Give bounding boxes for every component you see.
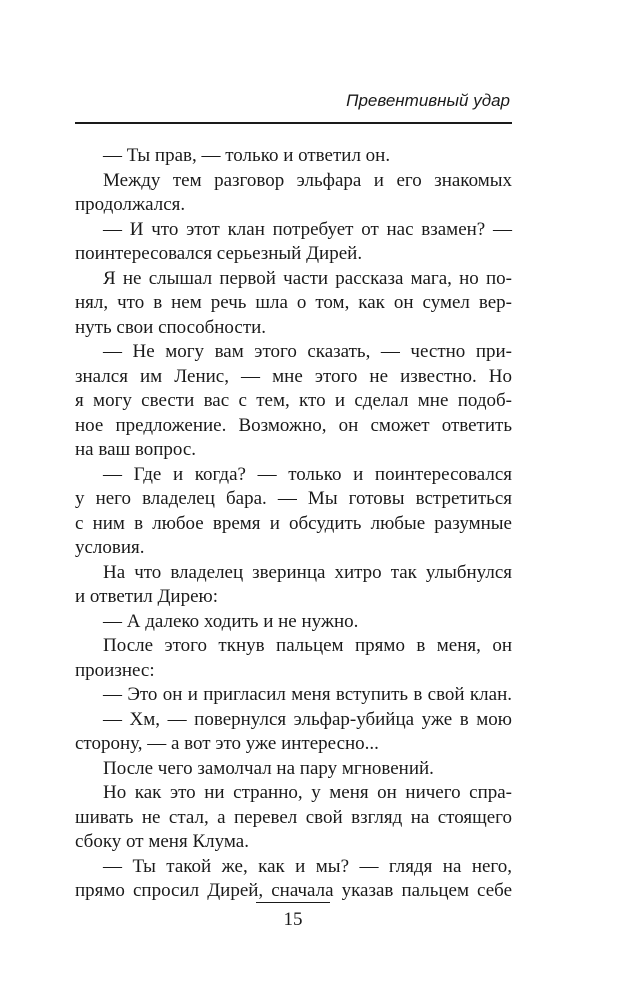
text-line: произнес: <box>75 659 155 681</box>
text-line: сбоку от меня Клума. <box>75 831 249 852</box>
text-line: с ним в любое время и обсудить любые разумные <box>75 512 512 534</box>
text-line: нял, что в нем речь шла о том, как он сумел вер- <box>75 292 512 313</box>
text-line: — Где и когда? — только и поинтересовался <box>103 463 512 485</box>
text-line: ное предложение. Возможно, он сможет ответить <box>75 414 512 436</box>
text-line: поинтересовался серьезный Дирей. <box>75 243 363 264</box>
text-line: — Не могу вам этого сказать, — честно при- <box>103 341 512 362</box>
text-line: я могу свести вас с тем, кто и сделал мне подоб- <box>75 390 512 411</box>
text-line: нуть свои способности. <box>75 316 267 338</box>
text-line: шивать не стал, а перевел свой взгляд на стоящего <box>75 806 512 828</box>
text-line: продолжался. <box>75 194 186 215</box>
text-line: — Ты такой же, как и мы? — глядя на него, <box>103 855 512 877</box>
header-rule <box>75 122 512 124</box>
text-line: — Это он и пригласил меня вступить в свой клан. <box>103 684 512 705</box>
text-line: — А далеко ходить и не нужно. <box>103 610 359 632</box>
text-line: На что владелец зверинца хитро так улыбнулся <box>103 561 512 583</box>
text-line: — И что этот клан потребует от нас взамен? — <box>103 218 512 240</box>
text-line: сторону, — а вот это уже интересно... <box>75 733 379 754</box>
text-line: После чего замолчал на пару мгновений. <box>103 757 434 779</box>
text-line: — Ты прав, — только и ответил он. <box>103 145 391 166</box>
page-body <box>75 144 512 904</box>
running-header: Превентивный удар <box>346 91 510 110</box>
text-line: Между тем разговор эльфара и его знакомых <box>103 169 512 191</box>
text-line: Я не слышал первой части рассказа мага, но по- <box>103 267 512 289</box>
text-line: у него владелец бара. — Мы готовы встретиться <box>75 488 512 509</box>
text-line: на ваш вопрос. <box>75 439 197 460</box>
text-line: Но как это ни странно, у меня он ничего спра- <box>103 782 512 803</box>
text-line: прямо спросил Дирей, сначала указав пальцем себе <box>75 880 512 901</box>
text-line: — Хм, — повернулся эльфар-убийца уже в мою <box>103 708 512 730</box>
text-line: условия. <box>75 537 145 558</box>
page-number-rule <box>256 902 330 903</box>
text-line: знался им Ленис, — мне этого не известно. Но <box>75 365 512 387</box>
text-line: После этого ткнув пальцем прямо в меня, он <box>103 635 512 656</box>
text-line: и ответил Дирею: <box>75 586 219 607</box>
page-number: 15 <box>283 909 303 930</box>
